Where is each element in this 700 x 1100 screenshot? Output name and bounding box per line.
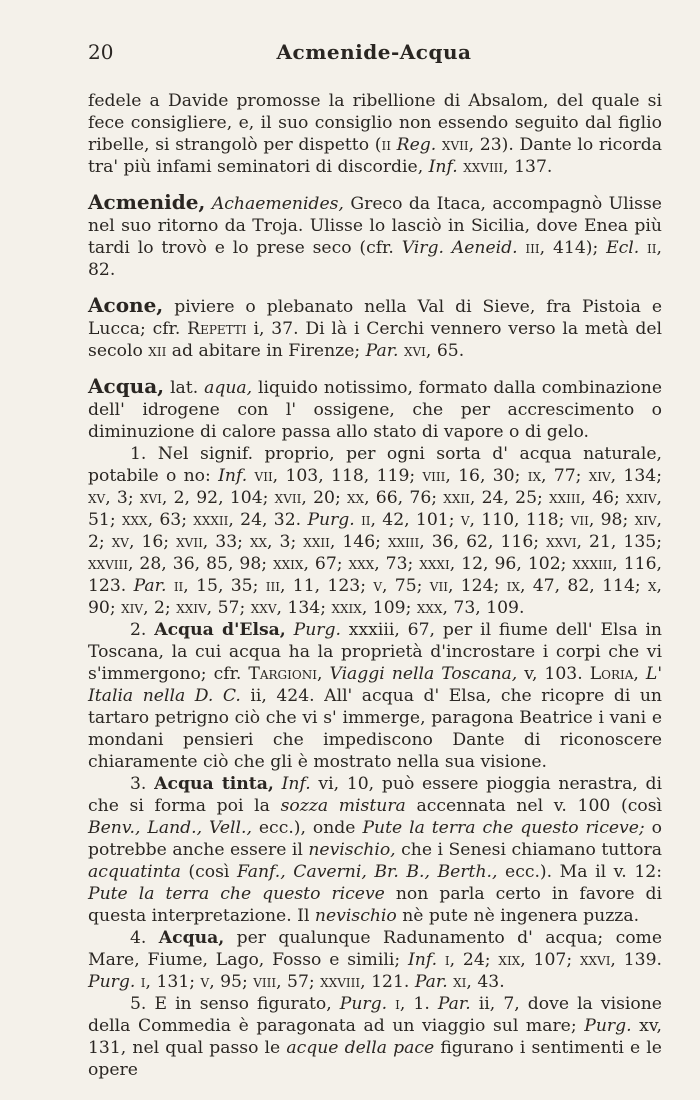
acqua-sense-2: 2. Acqua d'Elsa, Purg. xxxiii, 67, per il fiume dell' Elsa in Toscana, la cui acqua ha la proprietà d'incrostare i corpi che vi s'immergono; cfr. Targioni, Viaggi nella Toscana, v, 103. Loria, L' Italia nella D. C. ii, 424. All' acqua d' Elsa, che ricopre di un tartaro petrigno ciò che vi s' immerge, paragona Beatrice i vani e mondani pensieri che impediscono Dante di riconoscere chiaramente ciò che gli è mostrato nella sua visione. bbox=[88, 620, 663, 772]
entry-acone: Acone, piviere o plebanato nella Val di Sieve, fra Pistoia e Lucca; cfr. Repetti i, 37. Di là i Cerchi vennero verso la metà del secolo xii ad abitare in Firenze; Par. xvi, 65. bbox=[88, 293, 663, 361]
acqua-sense-5: 5. E in senso figurato, Purg. i, 1. Par. ii, 7, dove la visione della Commedia è paragonata ad un viaggio sul mare; Purg. xv, 131, nel qual passo le acque della pace figurano i sentimenti e le opere bbox=[88, 994, 662, 1080]
page-header bbox=[88, 40, 660, 80]
page-number: 20 bbox=[88, 40, 114, 64]
acqua-sense-3: 3. Acqua tinta, Inf. vi, 10, può essere pioggia nerastra, di che si forma poi la sozza mistura accennata nel v. 100 (così Benv., Land., Vell., ecc.), onde Pute la terra che questo riceve; o potrebbe anche essere il nevischio, che i Senesi chiamano tuttora acquatinta (così Fanf., Caverni, Br. B., Berth., ecc.). Ma il v. 12: Pute la terra che questo riceve non parla certo in favore di questa interpretazione. Il nevischio nè pute nè ingenera puzza. bbox=[88, 774, 663, 926]
running-head: Acmenide-Acqua bbox=[276, 40, 472, 64]
page-body bbox=[88, 90, 662, 1081]
acqua-sense-1: 1. Nel signif. proprio, per ogni sorta d' acqua naturale, potabile o no: Inf. vii, 103, 118, 119; viii, 16, 30; ix, 77; xiv, 134; xv, 3; xvi, 2, 92, 104; xvii, 20; xx, 66, 76; xxii, 24, 25; xxiii, 46; xxiv, 51; xxx, 63; xxxii, 24, 32. Purg. ii, 42, 101; v, 110, 118; vii, 98; xiv, 2; xv, 16; xvii, 33; xx, 3; xxii, 146; xxiii, 36, 62, 116; xxvi, 21, 135; xxviii, 28, 36, 85, 98; xxix, 67; xxx, 73; xxxi, 12, 96, 102; xxxiii, 116, 123. Par. ii, 15, 35; iii, 11, 123; v, 75; vii, 124; ix, 47, 82, 114; x, 90; xiv, 2; xxiv, 57; xxv, 134; xxix, 109; xxx, 73, 109. bbox=[88, 444, 663, 618]
entry-acqua: Acqua, lat. aqua, liquido notissimo, formato dalla combinazione dell' idrogene con l' ossigene, che per accrescimento o diminuzione di calore passa allo stato di vapore o di gelo. bbox=[88, 374, 663, 442]
headword-acone: Acone, bbox=[88, 293, 164, 317]
headword-acmenide: Acmenide, bbox=[88, 190, 206, 214]
acqua-sense-4: 4. Acqua, per qualunque Radunamento d' acqua; come Mare, Fiume, Lago, Fosso e simili; Inf. i, 24; xix, 107; xxvi, 139. Purg. i, 131; v, 95; viii, 57; xxviii, 121. Par. xi, 43. bbox=[88, 928, 663, 992]
headword-acqua: Acqua, bbox=[88, 374, 165, 398]
paragraph-absalom-continuation: fedele a Davide promosse la ribellione di Absalom, del quale si fece consigliere, e, il suo consiglio non essendo seguito dal figlio ribelle, si strangolò per dispetto (ii Reg. xvii, 23). Dante lo ricorda tra' più infami seminatori di discordie, Inf. xxviii, 137. bbox=[88, 91, 663, 177]
entry-acmenide: Acmenide, Achaemenides, Greco da Itaca, accompagnò Ulisse nel suo ritorno da Troja. Ulisse lo lasciò in Sicilia, dove Enea più tardi lo trovò e lo prese seco (cfr. Virg. Aeneid. iii, 414); Ecl. ii, 82. bbox=[88, 190, 662, 280]
